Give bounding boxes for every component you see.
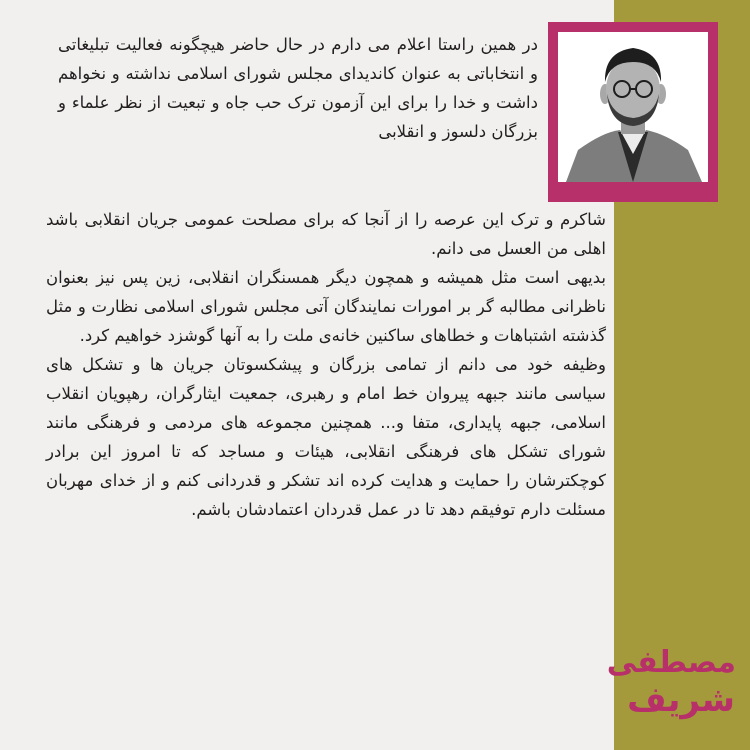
signature-logo (606, 645, 736, 725)
paragraph-intro: در همین راستا اعلام می دارم در حال حاضر هیچگونه فعالیت تبلیغاتی و انتخاباتی به عنوان کاندیدای مجلس شورای اسلامی نداشته و نخواهم داشت و خدا را برای این آزمون ترک حب جاه و تبعیت از نظر علماء و بزرگان دلسوز و انقلابی (58, 35, 538, 141)
photo-frame (548, 22, 718, 202)
signature-first-name: مصطفی (606, 645, 736, 680)
paragraph-thanks: وظیفه خود می دانم از تمامی بزرگان و پیشکسوتان جریان ها و تشکل های سیاسی مانند جبهه پیروان خط امام و رهبری، جمعیت ایثارگران، رهپویان انقلاب اسلامی، جبهه پایداری، متفا و... همچنین مجموعه های مردمی و فرهنگی مانند شورای تشکل های فرهنگی انقلابی، هیئات و مساجد که تا امروز این برادر کوچکترشان را حمایت و هدایت کرده اند تشکر و قدردانی کنم و از خدای مهربان مسئلت دارم توفیقم دهد تا در عمل قدردان اعتمادشان باشم. (46, 355, 606, 519)
paragraph-continuation: شاکرم و ترک این عرصه را از آنجا که برای مصلحت عمومی جریان انقلابی باشد اهلی من العسل می دانم. (46, 210, 606, 258)
paragraph-oversight: بدیهی است مثل همیشه و همچون دیگر همسنگران انقلابی، زین پس نیز بعنوان ناظرانی مطالبه گر بر امورات نمایندگان آتی مجلس شورای اسلامی نظارت و مثل گذشته اشتباهات و خطاهای ساکنین خانه‌ی ملت را به آنها گوشزد خواهیم کرد. (46, 268, 606, 345)
portrait-icon (558, 32, 708, 182)
signature-last-name: شریف (627, 680, 735, 720)
portrait-photo (558, 32, 708, 182)
body-text (46, 205, 606, 524)
